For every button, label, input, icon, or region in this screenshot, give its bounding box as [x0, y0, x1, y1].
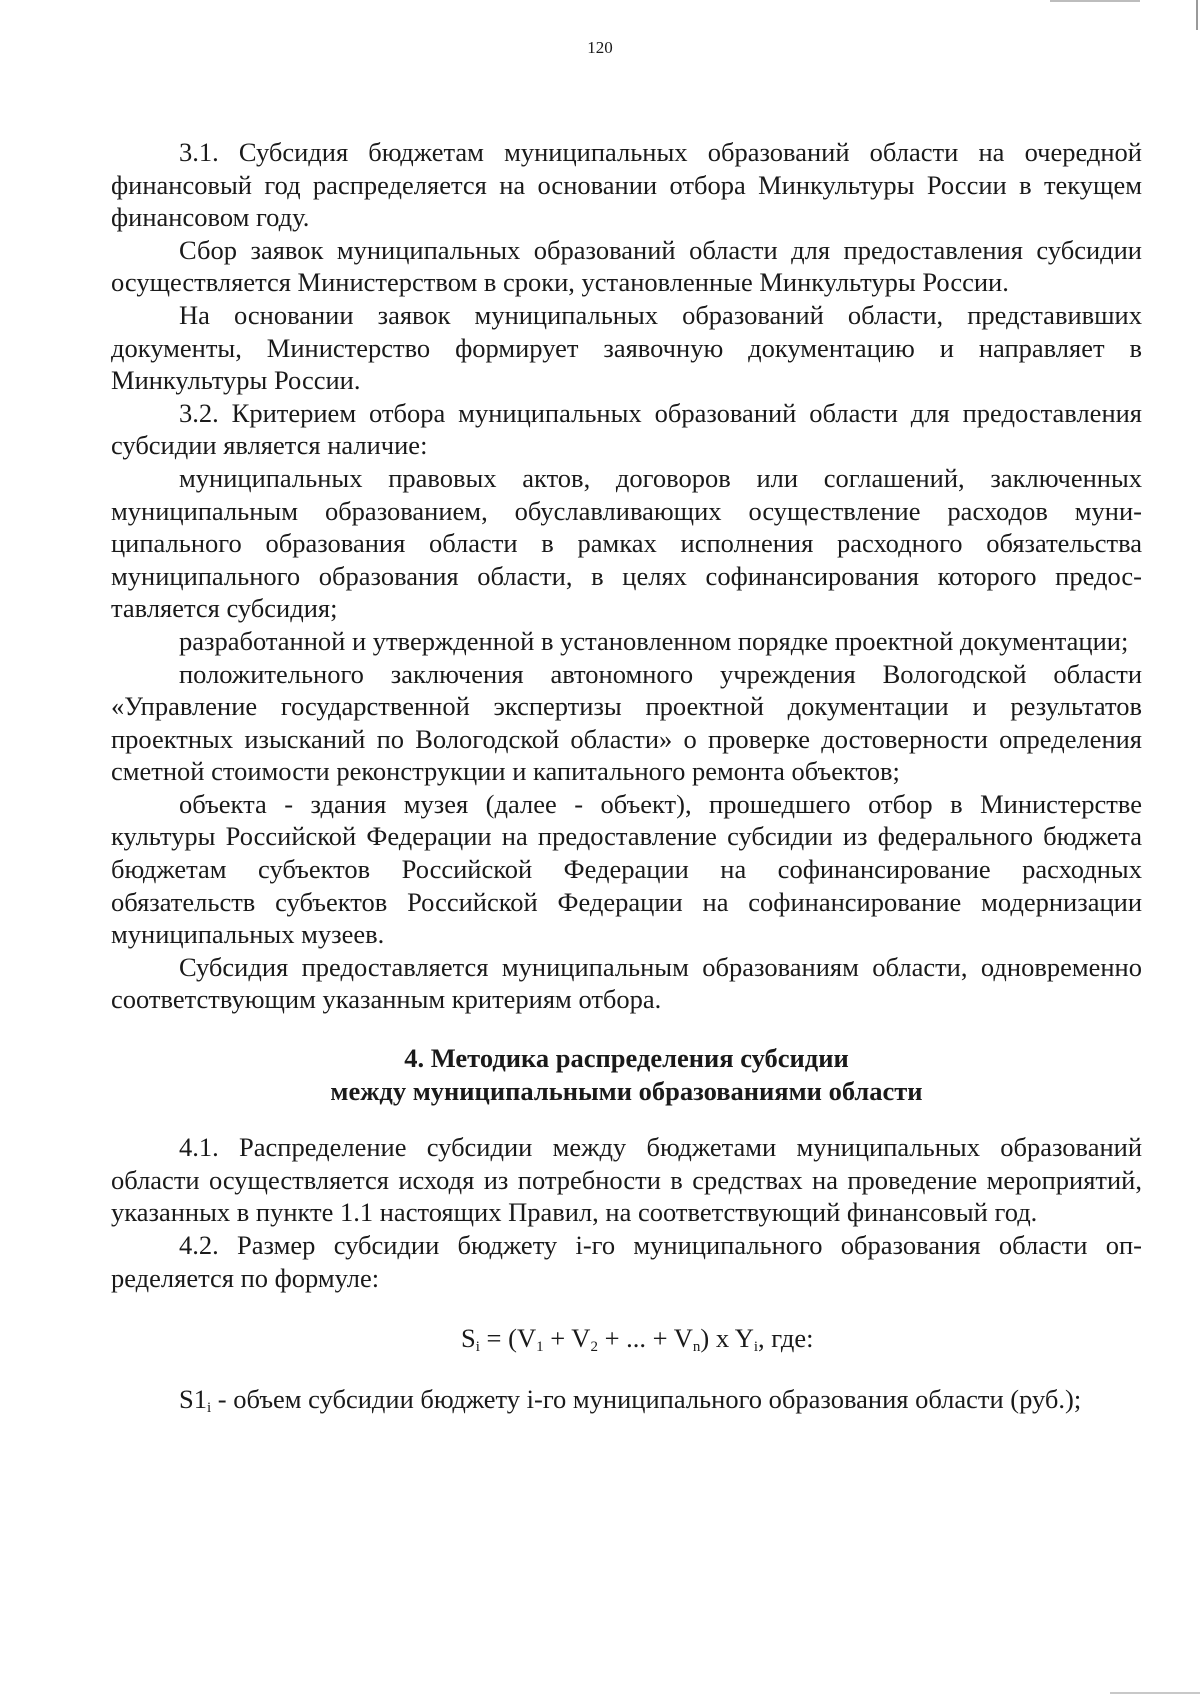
- formula-part: ) x Y: [700, 1323, 754, 1354]
- document-body: [111, 136, 1142, 1415]
- paragraph: Субсидия предоставляется муниципальным образованиям области, одновременно соответствующим указанным критериям отбора.: [111, 951, 1142, 1015]
- formula-part: + ... + V: [597, 1323, 693, 1354]
- paragraph: 3.1. Субсидия бюджетам муниципальных образований области на очередной финансовый год распределяется на основании отбора Минкультуры России в текущем финансовом году.: [111, 137, 1142, 233]
- paragraph: положительного заключения автономного учреждения Вологодской области «Управление государственной экспертизы проектной документации и результатов проектных изысканий по Вологодской области» о проверке достоверности определения сметной стоимости реконструкции и капитального ремонта объектов;: [111, 658, 1142, 787]
- formula-subscript: i: [753, 1339, 759, 1356]
- formula-part: + V: [543, 1323, 591, 1354]
- definition-text: - объем субсидии бюджету i-го муниципального образования области (руб.);: [211, 1383, 1082, 1414]
- formula-part: = (V: [479, 1323, 537, 1354]
- scan-edge-mark: [1196, 0, 1198, 30]
- scan-edge-mark: [1110, 1692, 1200, 1694]
- paragraph: 4.1. Распределение субсидии между бюджетами муниципальных образований области осуществляется исходя из потребности в средствах на проведение мероприятий, указанных в пункте 1.1 настоящих Правил, на соответствующий финансовый год.: [111, 1132, 1142, 1228]
- section-heading: [111, 1042, 1142, 1107]
- formula-part: S: [461, 1323, 476, 1354]
- formula-subscript: 2: [590, 1339, 598, 1356]
- formula-subscript: i: [475, 1339, 480, 1356]
- paragraph: 3.2. Критерием отбора муниципальных образований области для предоставления субсидии является наличие:: [111, 397, 1142, 461]
- paragraph: разработанной и утвержденной в установленном порядке проектной документации;: [179, 625, 1129, 656]
- scan-edge-mark: [1050, 0, 1140, 2]
- section-heading-line: между муниципальными образованиями области: [330, 1075, 923, 1106]
- paragraph: объекта - здания музея (далее - объект), прошедшего отбор в Министерстве культуры Российской Федерации на предоставление субсидии из федерального бюджета бюджетам субъектов Российской Федерации на софинансирование расходных обязательств субъектов Российской Федерации на софинансирование модернизации муниципальных музеев.: [111, 788, 1142, 950]
- definition-subscript: i: [207, 1399, 212, 1416]
- definition-symbol: S1: [179, 1383, 207, 1414]
- paragraph: муниципальных правовых актов, договоров или соглашений, заключенных муниципальным образованием, обуславливающих осуществление расходов муниципального образования области в рамках исполнения расходного обязательства муниципального образования области, в целях софинансирования которого предоставляется субсидия;: [111, 462, 1142, 624]
- formula-subscript: 1: [536, 1339, 544, 1356]
- formula-part: , где:: [758, 1323, 814, 1354]
- formula-definition: [111, 1383, 1142, 1416]
- paragraph: На основании заявок муниципальных образований области, представивших документы, Министерство формирует заявочную документацию и направляет в Минкультуры России.: [111, 299, 1142, 396]
- formula-subscript: n: [692, 1339, 701, 1356]
- section-heading-line: 4. Методика распределения субсидии: [404, 1043, 849, 1074]
- paragraph: 4.2. Размер субсидии бюджету i-го муниципального образования области определяется по формуле:: [111, 1230, 1142, 1293]
- paragraph: Сбор заявок муниципальных образований области для предоставления субсидии осуществляется Министерством в сроки, установленные Минкультуры России.: [111, 234, 1142, 298]
- page-number: 120: [587, 38, 613, 57]
- formula: [111, 1322, 1142, 1355]
